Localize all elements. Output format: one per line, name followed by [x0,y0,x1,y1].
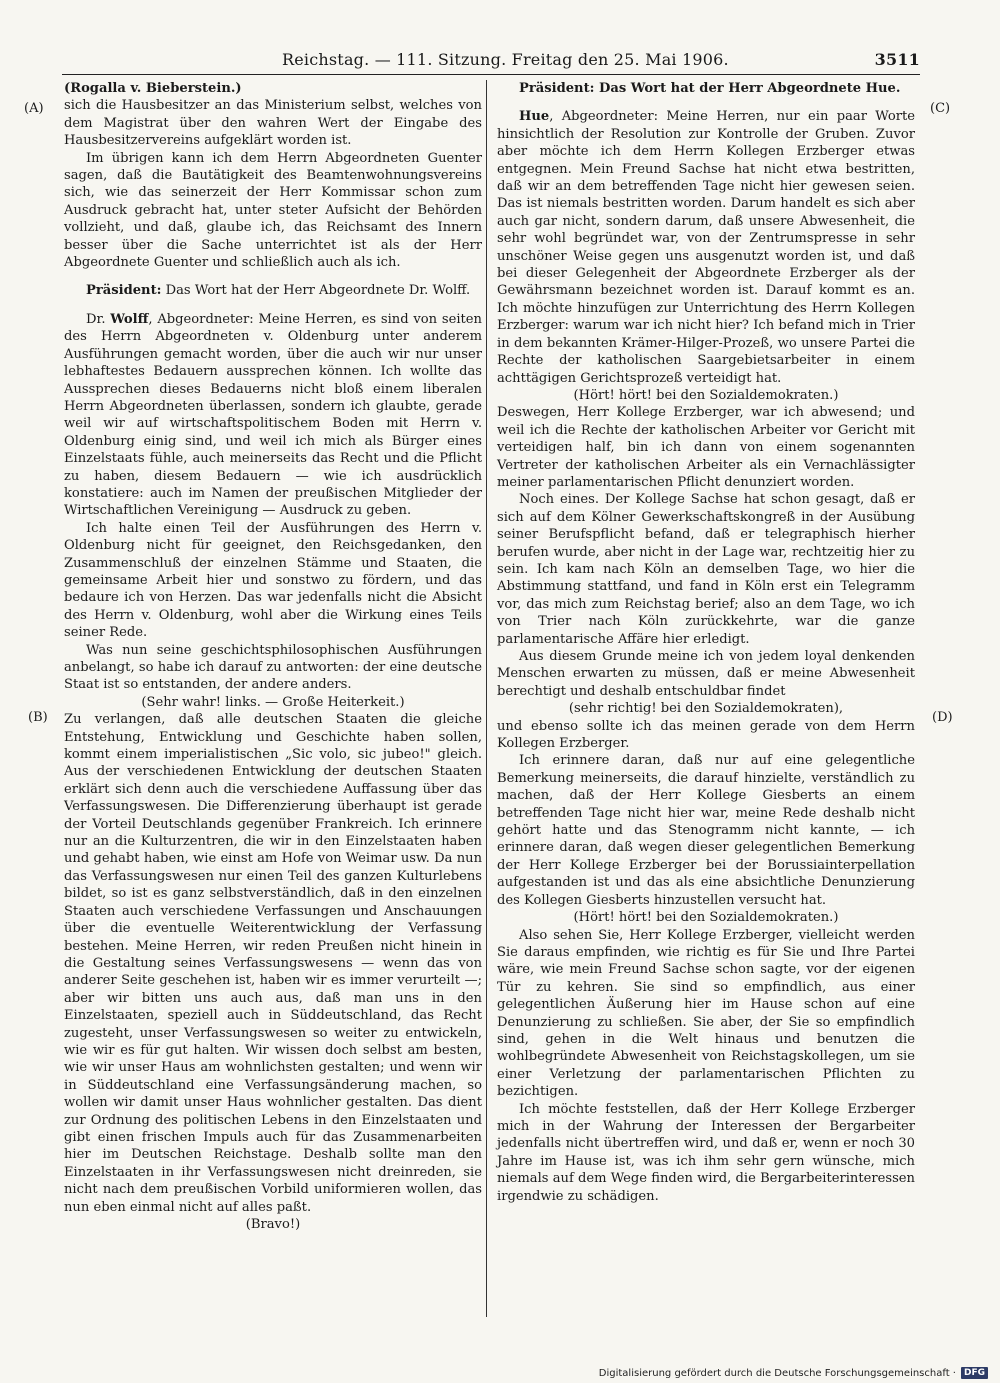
paragraph: Im übrigen kann ich dem Herrn Abgeordneten Guenter sagen, daß die Bautätigkeit des Beamtenwohnungsvereins sich, wie das seinerzeit der Herr Kommissar schon zum Ausdruck gebracht hat, unter steter Aufsicht der Behörden vollzieht, und daß, glaube ich, das Reichsamt des Innern besser über die Sache unterrichtet ist als der Herr Abgeordnete Guenter und schließlich auch als ich. [64,150,482,271]
paragraph: Ich möchte feststellen, daß der Herr Kollege Erzberger mich in der Wahrung der Interessen der Bergarbeiter jedenfalls nicht übertreffen wird, und daß er, wenn er noch 30 Jahre im Hause ist, was ich ihm sehr gern wünsche, mich niemals auf dem Wege finden wird, die Bergarbeiterinteressen irgendwie zu schädigen. [497,1101,915,1204]
page-number: 3511 [874,50,920,69]
paragraph: Was nun seine geschichtsphilosophischen Ausführungen anbelangt, so habe ich darauf zu antworten: der eine deutsche Staat ist so entstanden, der andere anders. [64,642,482,693]
interjection: (Sehr wahr! links. — Große Heiterkeit.) [141,694,405,710]
paragraph: Ich erinnere daran, daß nur auf eine gelegentliche Bemerkung meinerseits, die darauf hinzielte, verständlich zu machen, daß der Herr Kollege Giesberts an einem betreffenden Tage nicht hier war, meine Rede deshalb nicht gehört hatte und das Stenogramm nicht kannte, — ich erinnere daran, daß wegen dieser gelegentlichen Bemerkung der Herr Kollege Erzberger bei der Borussiainterpellation aufgestanden ist und das als eine absichtliche Denunzierung des Kollegen Giesberts hinzustellen versucht hat. [497,753,915,908]
footer-text: Digitalisierung gefördert durch die Deutsche Forschungsgemeinschaft · [598,1367,956,1379]
paragraph: und ebenso sollte ich das meinen gerade von dem Herrn Kollegen Erzberger. [497,718,915,752]
speech-opening: Hue, Abgeordneter: Meine Herren, nur ein paar Worte hinsichtlich der Resolution zur Kontrolle der Gruben. Zuvor aber möchte ich dem Herrn Kollegen Erzberger etwas entgegnen. Mein Freund Sachse hat nicht etwa bestritten, daß wir an dem betreffenden Tage nicht hier gewesen seien. Das ist niemals bestritten worden. Darum handelt es sich aber auch gar nicht, sondern darum, daß unsere Abwesenheit, die sehr wohl begründet war, von der Zentrumspresse in sehr unschöner Weise gegen uns ausgenutzt worden ist, und daß bei dieser Gelegenheit der Abgeordnete Erzberger als der Gewährsmann bezeichnet worden ist. Darauf kommt es an. Ich möchte hinzufügen zur Unterrichtung des Herrn Kollegen Erzberger: warum war ich nicht hier? Ich befand mich in Trier in dem bekannten Krämer-Hilger-Prozeß, wo unsere Partei die Rechte der katholischen Saargebietsarbeiter in einem achttägigen Gerichtsprozeß verteidigt hat. [497,109,915,386]
interjection: (Hört! hört! bei den Sozialdemokraten.) [573,387,839,403]
paragraph: Ich halte einen Teil der Ausführungen des Herrn v. Oldenburg nicht für geeignet, den Reichsgedanken, den Zusammenschluß der einzelnen Stämme und Staaten, die gemeinsame Arbeit hier und sonstwo zu fördern, und das bedaure ich von Herzen. Das war jedenfalls nicht die Absicht des Herrn v. Oldenburg, wohl aber die Wirkung eines Teils seiner Rede. [64,520,482,641]
right-column [497,80,915,1205]
running-header [62,48,920,72]
president-statement: Präsident: Das Wort hat der Herr Abgeordnete Dr. Wolff. [86,283,471,299]
paragraph: Noch eines. Der Kollege Sachse hat schon gesagt, daß er sich auf dem Kölner Gewerkschaftskongreß in der Ausübung seiner Berufspflicht befand, daß er telegraphisch hierher berufen wurde, aber nicht in der Lage war, rechtzeitig hier zu sein. Ich kam nach Köln an demselben Tage, wo hier die Abstimmung stattfand, und fand in Köln erst ein Telegramm vor, das mich zum Reichstag berief; also an dem Tage, wo ich von Trier nach Köln zurückkehrte, war die ganze parlamentarische Affäre hier erledigt. [497,492,915,647]
interjection: (sehr richtig! bei den Sozialdemokraten), [568,701,844,717]
speaker-name: Wolff [110,311,149,327]
speaker-name: Präsident: [86,283,162,299]
speaker-name: Hue [519,109,550,125]
speaker-tag: (Rogalla v. Bieberstein.) [64,81,242,96]
dfg-logo: DFG [961,1367,988,1379]
speaker-name: Präsident: [519,81,595,96]
speech-opening: Dr. Wolff, Abgeordneter: Meine Herren, es sind von seiten des Herrn Abgeordneten v. Oldenburg unter anderem Ausführungen gemacht worden, über die auch wir nur unser lebhaftestes Bedauern aussprechen können. Ich wollte das Aussprechen dieses Bedauerns nicht bloß einem liberalen Herrn Abgeordneten überlassen, sondern ich glaubte, gerade weil wir auf wirtschaftspolitischem Boden mit Herrn v. Oldenburg einig sind, und weil ich mich als Bürger eines Einzelstaats fühle, auch meinerseits das Recht und die Pflicht zu haben, diesem Bedauern — wie ich ausdrücklich konstatiere: auch im Namen der preußischen Mitglieder der Wirtschaftlichen Vereinigung — Ausdruck zu geben. [64,311,482,519]
interjection: (Hört! hört! bei den Sozialdemokraten.) [573,910,839,926]
interjection: (Bravo!) [245,1217,301,1232]
paragraph: Also sehen Sie, Herr Kollege Erzberger, vielleicht werden Sie daraus empfinden, wie richtig es für Sie und Ihre Partei wäre, wie mein Freund Sachse schon sagte, vor der eigenen Tür zu kehren. Sie sind so empfindlich, aus einer gelegentlichen Äußerung hier im Hause schon auf eine Denunzierung zu schließen. Sie aber, der Sie so empfindlich sind, gehen in die Welt hinaus und benutzen die wohlbegründete Abwesenheit von Reichstagskollegen, um sie einer Verletzung der parlamentarischen Pflichten zu bezichtigen. [497,927,915,1100]
paragraph: Zu verlangen, daß alle deutschen Staaten die gleiche Entstehung, Entwicklung und Geschichte haben sollen, kommt einem imperialistischen „Sic volo, sic jubeo!" gleich. Aus der verschiedenen Entwicklung der deutschen Staaten erklärt sich denn auch die verschiedene Auffassung über das Verfassungswesen. Die Differenzierung überhaupt ist gerade der Vorteil Deutschlands gegenüber Frankreich. Ich erinnere nur an die Kulturzentren, die wir in den Einzelstaaten haben und gehabt haben, wie einst am Hofe von Weimar usw. Da nun das Verfassungswesen nur einen Teil des ganzen Kulturlebens bildet, so ist es ganz selbstverständlich, daß in den einzelnen Staaten auch verschiedene Verfassungen und Anschauungen über die eventuelle Weiterentwicklung der Verfassung bestehen. Meine Herren, wir reden Preußen nicht hinein in die Gestaltung seines Verfassungswesens — wenn das von anderer Seite geschehen ist, haben wir es immer verurteilt —; aber wir bitten uns auch aus, daß man uns in den Einzelstaaten, speziell auch in Süddeutschland, das Recht zugesteht, unser Verfassungswesen so weiter zu entwickeln, wie wir es für gut halten. Wir wissen doch selbst am besten, wie wir unser Haus am wohnlichsten gestalten; und wenn wir in Süddeutschland eine Verfassungsänderung machen, so wollen wir damit unser Haus wohnlicher gestalten. Das dient zur Ordnung des politischen Lebens in den Einzelstaaten und gibt einen frischen Impuls auch für das Zusammenarbeiten hier im Deutschen Reichstage. Deshalb sollte man den Einzelstaaten in ihr Verfassungswesen nicht dreinreden, sie nicht nach dem preußischen Vorbild uniformieren wollen, das nun eben einmal nicht auf alles paßt. [64,712,482,1215]
paragraph: Deswegen, Herr Kollege Erzberger, war ich abwesend; und weil ich die Rechte der katholischen Arbeiter vor Gericht mit verteidigen half, bin ich dann von einem sogenannten Vertreter der katholischen Arbeiter als ein Vernachlässigter meiner parlamentarischen Pflicht denunziert worden. [497,405,915,490]
header-title: Reichstag. — 111. Sitzung. Freitag den 25. Mai 1906. [282,50,729,69]
margin-marker-d: (D) [932,710,953,725]
column-divider [486,80,487,1317]
margin-marker-b: (B) [28,710,48,725]
paragraph: sich die Hausbesitzer an das Ministerium selbst, welches von dem Magistrat über den wahren Wert der Eingabe des Hausbesitzervereins aufgeklärt worden ist. [64,98,482,149]
header-rule [62,74,920,75]
margin-marker-c: (C) [930,101,951,116]
digitization-footer [599,1365,988,1381]
paragraph: Aus diesem Grunde meine ich von jedem loyal denkenden Menschen erwarten zu müssen, daß er meine Abwesenheit berechtigt und deshalb entschuldbar findet [497,649,915,699]
president-statement: Präsident: Das Wort hat der Herr Abgeordnete Hue. [519,81,901,96]
margin-marker-a: (A) [24,101,44,116]
left-column [64,80,482,1233]
